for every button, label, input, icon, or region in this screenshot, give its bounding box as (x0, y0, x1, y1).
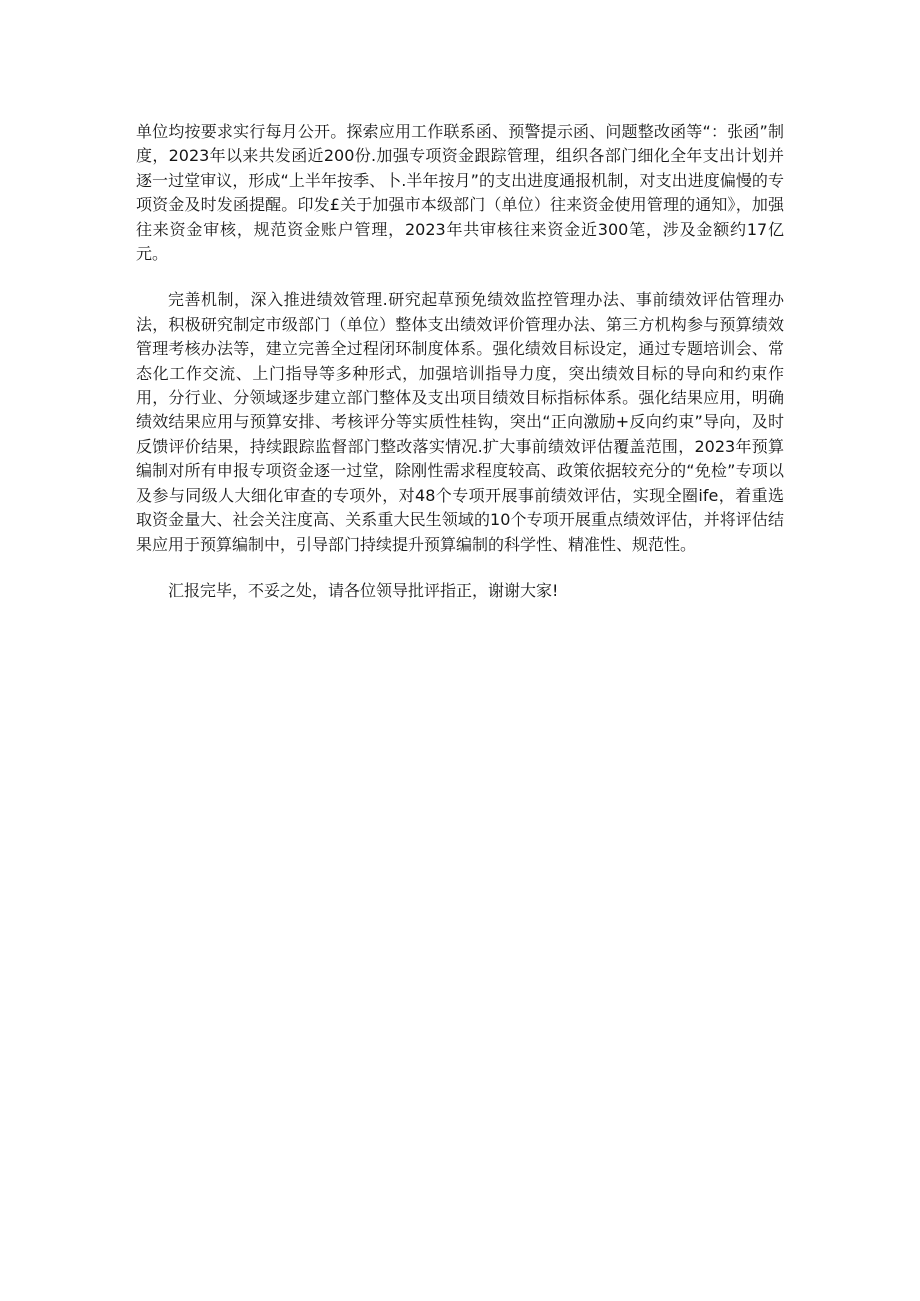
paragraph-closing-remarks: 汇报完毕，不妥之处，请各位领导批评指正，谢谢大家! (168, 580, 559, 600)
document-body (136, 120, 784, 603)
paragraph-fund-disclosure: 单位均按要求实行每月公开。探索应用工作联系函、预警提示函、问题整改函等“：张函”制度，2023年以来共发函近200份.加强专项资金跟踪管理，组织各部门细化全年支出计划并逐一过堂审议，形成“上半年按季、卜.半年按月”的支出进度通报机制，对支出进度偏慢的专项资金及时发函提醒。印发£关于加强市本级部门（单位）往来资金使用管理的通知》，加强往来资金审核，规范资金账户管理，2023年共审核往来资金近300笔，涉及金额约17亿元。 (136, 122, 784, 264)
paragraph-performance-management: 完善机制，深入推进绩效管理.研究起草预免绩效监控管理办法、事前绩效评估管理办法，积极研究制定市级部门（单位）整体支出绩效评价管理办法、第三方机构参与预算绩效管理考核办法等，建立完善全过程闭环制度体系。强化绩效目标设定，通过专题培训会、常态化工作交流、上门指导等多种形式，加强培训指导力度，突出绩效目标的导向和约束作用，分行业、分领域逐步建立部门整体及支出项目绩效目标指标体系。强化结果应用，明确绩效结果应用与预算安排、考核评分等实质性桂钩，突出“正向激励+反向约束”导向，及时反馈评价结果，持续跟踪监督部门整改落实情况.扩大事前绩效评估覆盖范围，2023年预算编制对所有申报专项资金逐一过堂，除刚性需求程度较高、政策依据较充分的“免检”专项以及参与同级人大细化审查的专项外，对48个专项开展事前绩效评估，实现全圈ife，着重选取资金量大、社会关注度高、关系重大民生领域的10个专项开展重点绩效评估，并将评估结果应用于预算编制中，引导部门持续提升预算编制的科学性、精准性、规范性。 (136, 290, 784, 554)
